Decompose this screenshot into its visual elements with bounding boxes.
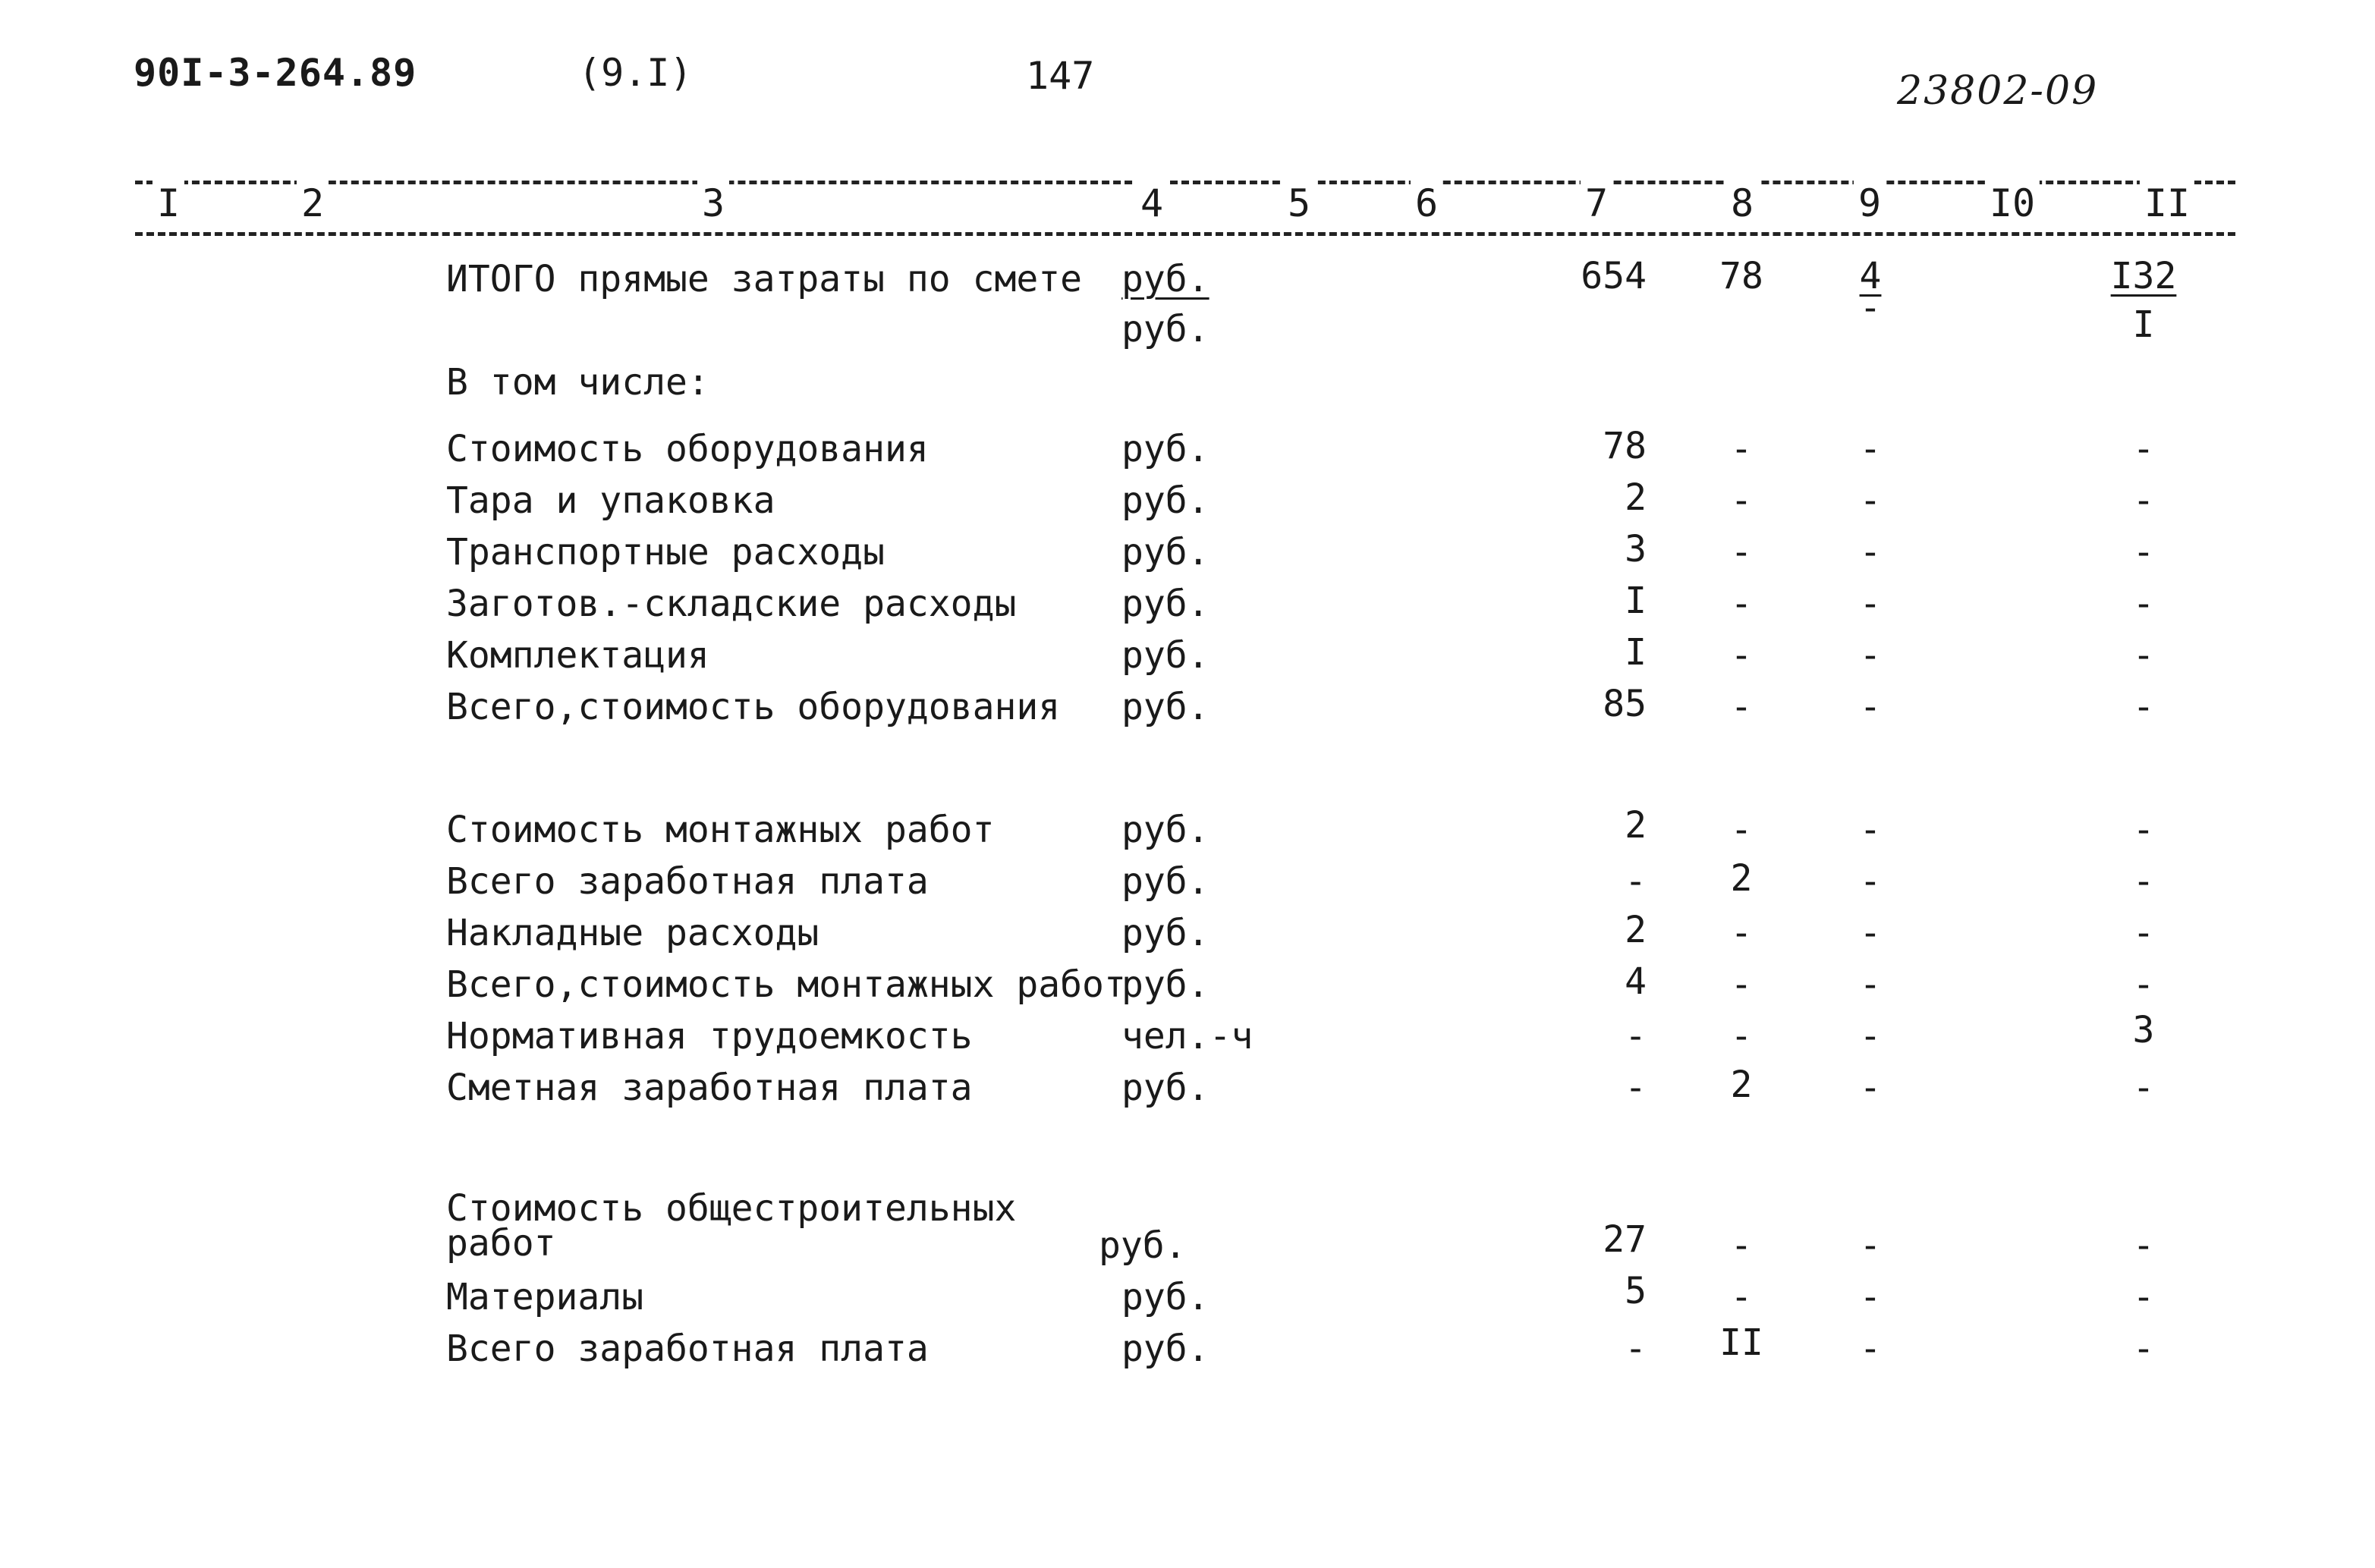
col-header-3: 3	[697, 181, 729, 226]
section-number: (9.I)	[578, 51, 693, 95]
total-col8: 78	[1719, 255, 1763, 297]
row-col8: -	[1730, 479, 1753, 522]
row-label: Сметная заработная плата	[446, 1067, 973, 1109]
total-label: ИТОГО прямые затраты по смете	[446, 258, 1083, 300]
header-rule-bottom	[135, 232, 2235, 236]
row-col7: 27	[1603, 1218, 1647, 1261]
row-col11: -	[2132, 1276, 2155, 1318]
row-unit: руб.	[1121, 583, 1210, 625]
row-unit: чел.-ч	[1121, 1015, 1254, 1057]
row-col9: -	[1859, 1067, 1882, 1109]
row-col8: -	[1730, 912, 1753, 954]
handwritten-stamp: 23802-09	[1897, 68, 2099, 114]
col-header-11: II	[2140, 181, 2194, 226]
row-col11: -	[2132, 912, 2155, 954]
row-col11: -	[2132, 583, 2155, 625]
row-col7: -	[1625, 1015, 1647, 1057]
row-col8: -	[1730, 583, 1753, 625]
row-col11: -	[2132, 1224, 2155, 1267]
total-col9: 4	[1859, 255, 1882, 297]
row-col7: 85	[1603, 683, 1647, 725]
including-label: В том числе:	[446, 361, 709, 404]
col-header-8: 8	[1726, 181, 1758, 226]
row-label: Стоимость общестроительных работ	[446, 1187, 1017, 1265]
row-label: Всего заработная плата	[446, 860, 929, 903]
row-col7: I	[1625, 580, 1647, 622]
row-col8: 2	[1730, 857, 1753, 900]
row-col9: -	[1859, 963, 1882, 1006]
row-label: Материалы	[446, 1276, 644, 1318]
total-col7: 654	[1581, 255, 1647, 297]
row-unit: руб.	[1121, 479, 1210, 522]
row-col7: 78	[1603, 425, 1647, 467]
row-col7: -	[1625, 1067, 1647, 1109]
row-col9: -	[1859, 583, 1882, 625]
row-col9: -	[1859, 634, 1882, 677]
col-header-9: 9	[1854, 181, 1886, 226]
row-label: Всего,стоимость оборудования	[446, 686, 1061, 728]
total-unit-second: руб.	[1121, 308, 1210, 350]
row-unit: руб.	[1121, 686, 1210, 728]
total-col11: I32	[2110, 255, 2177, 297]
row-unit: руб.	[1121, 809, 1210, 851]
row-col8: -	[1730, 634, 1753, 677]
row-label: Тара и упаковка	[446, 479, 775, 522]
col-header-7: 7	[1581, 181, 1612, 226]
row-label: Накладные расходы	[446, 912, 819, 954]
row-col7: 2	[1625, 909, 1647, 951]
row-label: Стоимость оборудования	[446, 428, 929, 470]
row-col11: -	[2132, 686, 2155, 728]
page-number: 147	[1026, 54, 1095, 98]
row-col9: -	[1859, 531, 1882, 573]
row-col8: II	[1719, 1321, 1763, 1364]
col-header-1: I	[153, 181, 184, 226]
row-unit: руб.	[1121, 1276, 1210, 1318]
row-label: Комплектация	[446, 634, 709, 677]
row-col9: -	[1859, 428, 1882, 470]
row-col9: -	[1859, 1276, 1882, 1318]
col-header-6: 6	[1411, 181, 1442, 226]
row-label: Нормативная трудоемкость	[446, 1015, 973, 1057]
row-col7: 2	[1625, 476, 1647, 519]
row-col11: -	[2132, 860, 2155, 903]
document-code: 90I-3-264.89	[134, 51, 417, 95]
row-col8: -	[1730, 531, 1753, 573]
row-col11: -	[2132, 428, 2155, 470]
row-col9: -	[1859, 479, 1882, 522]
row-unit: руб.	[1121, 963, 1210, 1006]
header-rule-top	[135, 181, 2235, 184]
row-col7: 5	[1625, 1270, 1647, 1312]
row-col7: 3	[1625, 528, 1647, 570]
row-col7: -	[1625, 860, 1647, 903]
row-label: Заготов.-складские расходы	[446, 583, 1017, 625]
row-col9: -	[1859, 686, 1882, 728]
row-label: Транспортные расходы	[446, 531, 885, 573]
row-col9: -	[1859, 1224, 1882, 1267]
row-col11: 3	[2132, 1009, 2155, 1051]
row-col11: -	[2132, 479, 2155, 522]
row-col7: 4	[1625, 960, 1647, 1003]
row-col9: -	[1859, 1328, 1882, 1370]
row-col8: -	[1730, 1015, 1753, 1057]
row-unit: руб.	[1121, 1328, 1210, 1370]
row-col11: -	[2132, 963, 2155, 1006]
row-unit: руб.	[1121, 634, 1210, 677]
row-col8: -	[1730, 428, 1753, 470]
row-label: Стоимость монтажных работ	[446, 809, 995, 851]
total-col11-below: I	[2132, 303, 2155, 346]
row-col8: 2	[1730, 1064, 1753, 1106]
row-col11: -	[2132, 531, 2155, 573]
row-col11: -	[2132, 809, 2155, 851]
col-header-4: 4	[1136, 181, 1168, 226]
row-unit: руб.	[1121, 531, 1210, 573]
row-label: Всего заработная плата	[446, 1328, 929, 1370]
row-col8: -	[1730, 1224, 1753, 1267]
row-col11: -	[2132, 634, 2155, 677]
row-col7: I	[1625, 631, 1647, 674]
col-header-5: 5	[1283, 181, 1315, 226]
row-col8: -	[1730, 963, 1753, 1006]
row-col9: -	[1859, 912, 1882, 954]
row-label: Всего,стоимость монтажных работ	[446, 963, 1126, 1006]
row-col7: -	[1625, 1328, 1647, 1370]
row-col8: -	[1730, 809, 1753, 851]
row-col8: -	[1730, 686, 1753, 728]
row-unit: руб.	[1121, 1067, 1210, 1109]
row-col11: -	[2132, 1067, 2155, 1109]
col-header-10: I0	[1985, 181, 2040, 226]
row-col7: 2	[1625, 804, 1647, 847]
row-unit: руб.	[1121, 428, 1210, 470]
total-unit: руб.	[1121, 258, 1210, 300]
row-col11: -	[2132, 1328, 2155, 1370]
col-header-2: 2	[297, 181, 329, 226]
row-col9: -	[1859, 809, 1882, 851]
row-col9: -	[1859, 1015, 1882, 1057]
row-unit: руб.	[1099, 1224, 1187, 1267]
row-unit: руб.	[1121, 912, 1210, 954]
row-col8: -	[1730, 1276, 1753, 1318]
row-unit: руб.	[1121, 860, 1210, 903]
row-col9: -	[1859, 860, 1882, 903]
total-col9-below: -	[1859, 287, 1882, 329]
